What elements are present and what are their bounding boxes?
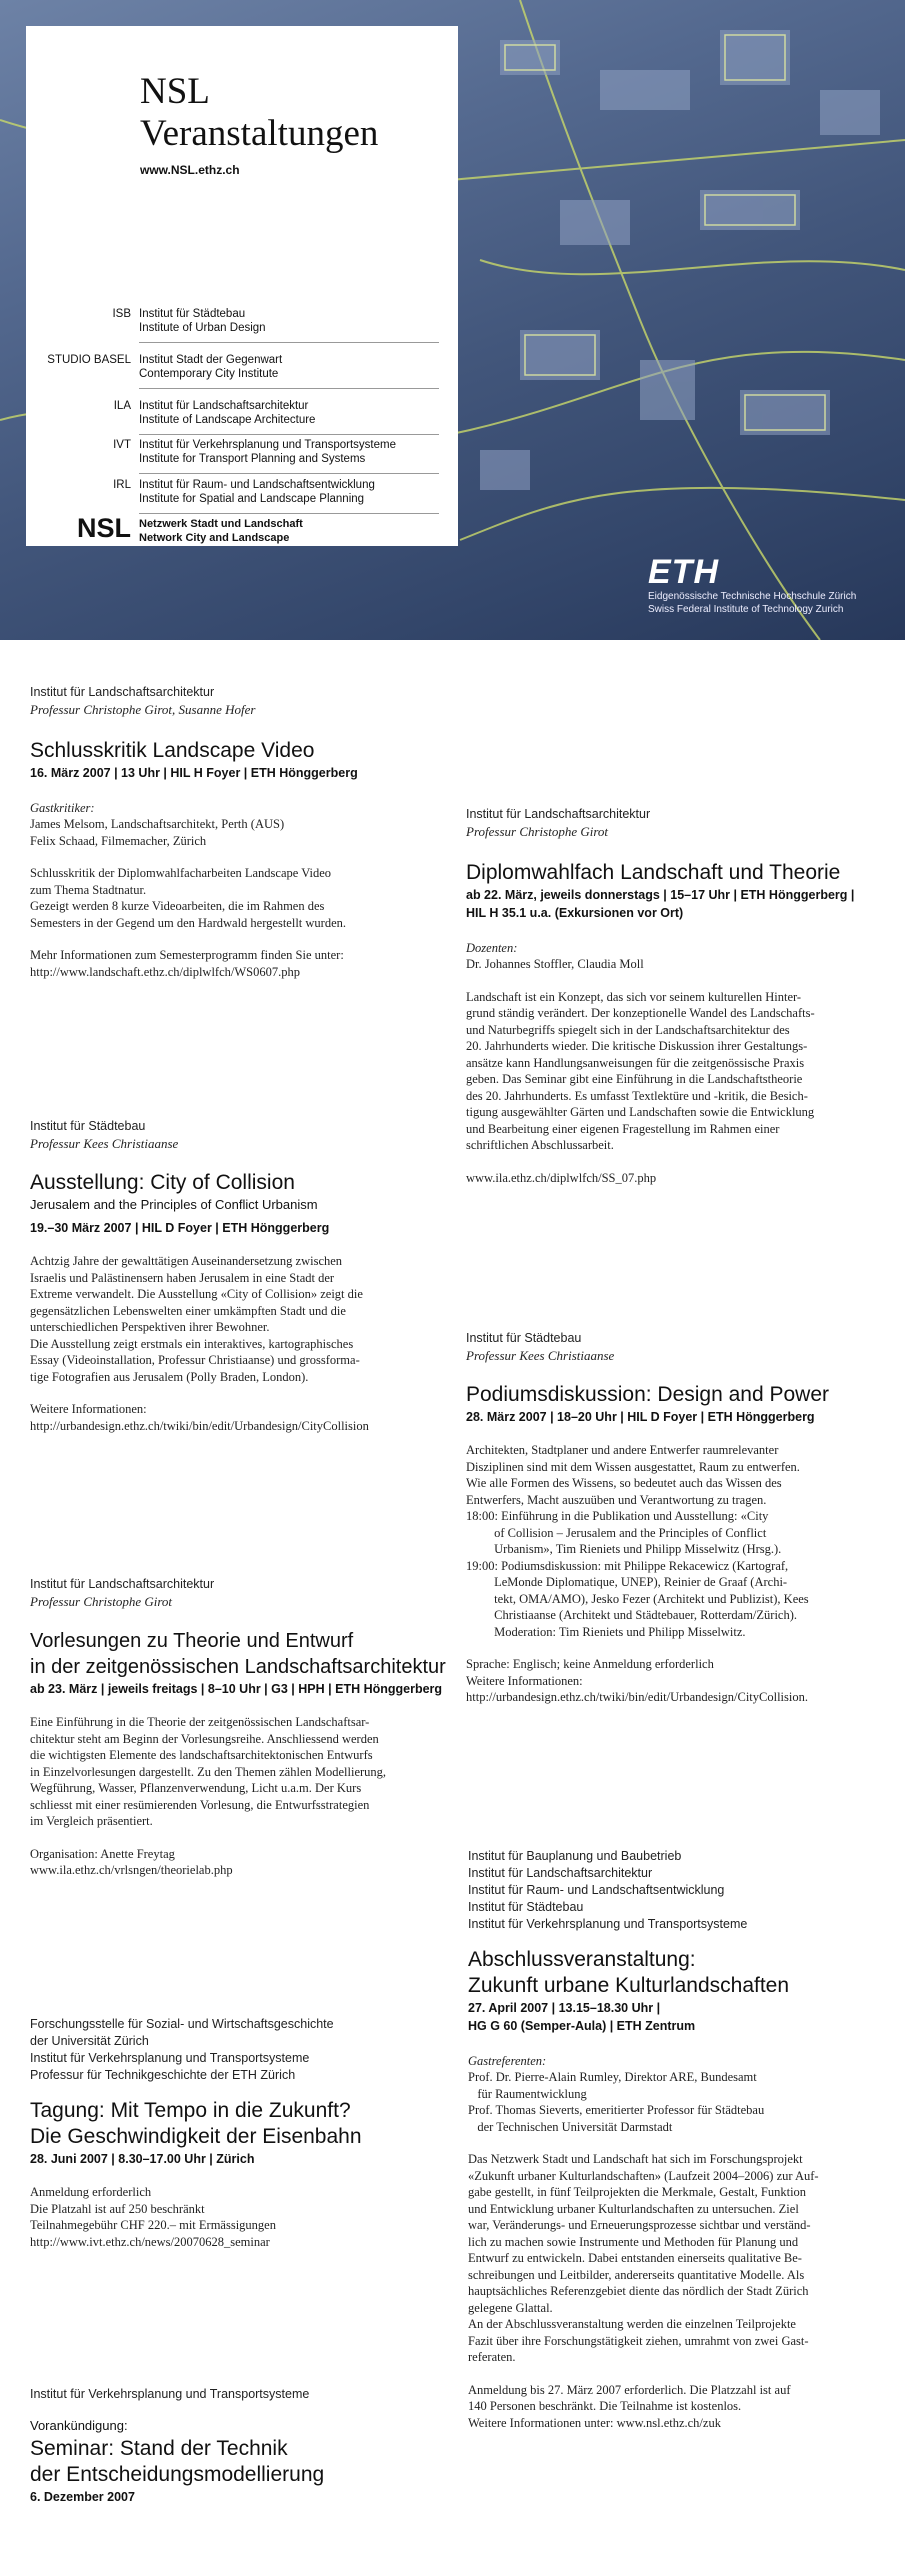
event-institute: Institut für Landschaftsarchitektur xyxy=(30,685,215,699)
event-title: Ausstellung: City of Collision xyxy=(30,1171,295,1194)
event-more-info[interactable]: Mehr Informationen zum Semesterprogramm finden Sie unter: http://www.landschaft.ethz.ch/diplwlfch/WS0607.php xyxy=(30,948,344,979)
event-people: Dr. Johannes Stoffler, Claudia Moll xyxy=(466,957,644,971)
event-institute: Institut für Verkehrsplanung und Transportsysteme xyxy=(30,2387,310,2401)
divider xyxy=(139,342,439,343)
divider xyxy=(139,473,439,474)
institute-name-en: Institute for Spatial and Landscape Planning xyxy=(139,493,365,505)
event-institute: Institut für Landschaftsarchitektur xyxy=(466,807,651,821)
institute-code: IVT xyxy=(113,439,131,451)
event-institute: Institut für Städtebau xyxy=(466,1331,582,1345)
event-more-info[interactable]: Sprache: Englisch; keine Anmeldung erforderlich Weitere Informationen: http://urbandesign.ethz.ch/twiki/bin/edit/Urbandesign/CityCollision. xyxy=(466,1657,808,1704)
event-professor: Professur Christophe Girot, Susanne Hofer xyxy=(30,702,256,717)
institute-name-en: Institute of Landscape Architecture xyxy=(139,414,316,426)
event-title: Seminar: Stand der Technik der Entscheidungsmodellierung xyxy=(30,2437,325,2486)
event-institute: Institut für Landschaftsarchitektur xyxy=(30,1577,215,1591)
institute-name-de: Institut Stadt der Gegenwart xyxy=(139,354,283,366)
title-line-1: NSL xyxy=(140,71,210,112)
event-body: Schlusskritik der Diplomwahlfacharbeiten Landscape Video zum Thema Stadtnatur. Gezeigt werden 8 kurze Videoarbeiten, die im Rahmen des Semesters in der Gegend um den Hardwald hergestellt wurden. xyxy=(30,866,346,930)
event-institute: Forschungsstelle für Sozial- und Wirtschaftsgeschichte der Universität Zürich Institut für Verkehrsplanung und Transportsysteme Professur für Technikgeschichte der ETH Zürich xyxy=(30,2017,334,2082)
event-body: Eine Einführung in die Theorie der zeitgenössischen Landschaftsar- chitektur steht am Beginn der Vorlesungsreihe. Anschliessend werden die wichtigsten Elemente des landschaftsarchitektonischen Entwurfs in Einzelvorlesungen dargestellt. Zu den Themen zählen Modellierung, Wegführung, Wasser, Pflanzenverwendung, Licht u.a.m. Der Kurs schliesst mit einer resümierenden Vorlesung, die Entwurfsstrategien im Vergleich präsentiert. xyxy=(30,1715,387,1828)
event-professor: Professur Christophe Girot xyxy=(466,824,609,839)
institute-name-en: Institute of Urban Design xyxy=(139,322,266,334)
institute-code: IRL xyxy=(113,479,131,491)
event-meta: 16. März 2007 | 13 Uhr | HIL H Foyer | ETH Hönggerberg xyxy=(30,766,358,780)
eth-line-en: Swiss Federal Institute of Technology Zurich xyxy=(648,604,844,615)
event-vorlesungen xyxy=(30,1576,470,1879)
event-meta: ab 22. März, jeweils donnerstags | 15–17 Uhr | ETH Hönggerberg | HIL H 35.1 u.a. (Exkursionen vor Ort) xyxy=(466,888,855,920)
event-landscape-video xyxy=(30,684,460,980)
event-title: Podiumsdiskussion: Design and Power xyxy=(466,1383,830,1406)
divider xyxy=(139,388,439,389)
title-line-2: Veranstaltungen xyxy=(140,113,379,154)
divider xyxy=(139,434,439,435)
event-title: Diplomwahlfach Landschaft und Theorie xyxy=(466,861,841,884)
institute-name-de: Netzwerk Stadt und Landschaft xyxy=(139,518,303,530)
institute-name-en: Contemporary City Institute xyxy=(139,368,279,380)
event-diplomwahlfach xyxy=(466,806,891,1186)
institute-code: ILA xyxy=(113,400,131,412)
event-title: Abschlussveranstaltung: Zukunft urbane Kulturlandschaften xyxy=(468,1948,790,1997)
event-meta: 28. März 2007 | 18–20 Uhr | HIL D Foyer | ETH Hönggerberg xyxy=(466,1410,815,1424)
institute-name-de: Institut für Raum- und Landschaftsentwicklung xyxy=(139,479,375,491)
event-professor: Professur Kees Christiaanse xyxy=(466,1348,615,1363)
institute-code: STUDIO BASEL xyxy=(47,354,131,366)
institute-name-de: Institut für Städtebau xyxy=(139,308,246,320)
title-box xyxy=(27,27,457,545)
event-meta: 27. April 2007 | 13.15–18.30 Uhr | HG G 60 (Semper-Aula) | ETH Zentrum xyxy=(468,2001,696,2033)
event-seminar-entscheidung xyxy=(30,2386,470,2506)
event-label: Gastreferenten: xyxy=(468,2054,547,2068)
eth-line-de: Eidgenössische Technische Hochschule Zürich xyxy=(648,591,857,602)
event-title: Tagung: Mit Tempo in die Zukunft? Die Geschwindigkeit der Eisenbahn xyxy=(30,2099,362,2148)
event-body: Anmeldung erforderlich Die Platzahl ist auf 250 beschränkt Teilnahmegebühr CHF 220.– mit Ermässigungen http://www.ivt.ethz.ch/news/20070628_seminar xyxy=(30,2185,276,2249)
event-tagung-eisenbahn xyxy=(30,2016,470,2250)
event-meta: 28. Juni 2007 | 8.30–17.00 Uhr | Zürich xyxy=(30,2152,255,2166)
event-title: Schlusskritik Landscape Video xyxy=(30,739,315,762)
event-city-of-collision xyxy=(30,1118,470,1434)
page-title xyxy=(140,71,378,155)
event-professor: Professur Kees Christiaanse xyxy=(30,1136,179,1151)
institute-name-de: Institut für Verkehrsplanung und Transportsysteme xyxy=(139,439,396,451)
nsl-logo: NSL xyxy=(77,513,131,543)
event-professor: Professur Christophe Girot xyxy=(30,1594,173,1609)
event-more-info[interactable]: Organisation: Anette Freytag www.ila.ethz.ch/vrlsngen/theorielab.php xyxy=(30,1846,233,1877)
institute-name-en: Network City and Landscape xyxy=(139,532,290,544)
event-people: Prof. Dr. Pierre-Alain Rumley, Direktor ARE, Bundesamt für Raumentwicklung Prof. Thomas Sieverts, emeritierter Professor für Städtebau der Technischen Universität Darmstadt xyxy=(468,2070,765,2134)
aerial-photo-header xyxy=(0,0,905,640)
event-label: Gastkritiker: xyxy=(30,801,95,815)
institute-name-de: Institut für Landschaftsarchitektur xyxy=(139,400,309,412)
event-people: James Melsom, Landschaftsarchitekt, Perth (AUS) Felix Schaad, Filmemacher, Zürich xyxy=(30,817,285,848)
eth-logo: ETH xyxy=(648,553,719,591)
event-institute: Institut für Städtebau xyxy=(30,1119,146,1133)
event-body: Das Netzwerk Stadt und Landschaft hat sich im Forschungsprojekt «Zukunft urbaner Kulturlandschaften» (Laufzeit 2004–2006) zur Auf- gabe gestellt, in fünf Teilprojekten die Merkmale, Gestalt, Funktion und Entwicklung urbaner Kulturlandschaften zu untersuchen. Ziel war, Veränderungs- und Erneuerungsprozesse sichtbar und verständ- lich zu machen sowie Instrumente und Methoden für Planung und Entwurf zu entwickeln. Dabei entstanden einerseits qualitative Be- schreibungen und Leitbilder, andererseits quantitative Modelle. Als hauptsächliches Referenzgebiet diente das nördlich der Stadt Zürich gelegene Glattal. An der Abschlussveranstaltung werden die einzelnen Teilprojekte Fazit über ihre Forschungstätigkeit ziehen, umrahmt von zwei Gast- referaten. xyxy=(468,2152,819,2364)
event-design-and-power xyxy=(466,1330,896,1706)
institute-name-en: Institute for Transport Planning and Systems xyxy=(139,453,366,465)
event-institute: Institut für Bauplanung und Baubetrieb Institut für Landschaftsarchitektur Institut für Raum- und Landschaftsentwicklung Institut für Städtebau Institut für Verkehrsplanung und Transportsysteme xyxy=(468,1849,748,1931)
event-label: Dozenten: xyxy=(466,941,518,955)
event-meta: 6. Dezember 2007 xyxy=(30,2490,135,2504)
event-more-info[interactable]: Weitere Informationen: http://urbandesign.ethz.ch/twiki/bin/edit/Urbandesign/CityCollision xyxy=(30,1402,369,1433)
event-more-info[interactable]: Anmeldung bis 27. März 2007 erforderlich. Die Platzzahl ist auf 140 Personen beschränkt. Die Teilnahme ist kostenlos. Weitere Informationen unter: www.nsl.ethz.ch/zuk xyxy=(468,2382,791,2430)
event-meta: 19.–30 März 2007 | HIL D Foyer | ETH Hönggerberg xyxy=(30,1221,330,1235)
event-preannouncement: Vorankündigung: xyxy=(30,2418,128,2433)
divider xyxy=(139,513,439,514)
website-link[interactable]: www.NSL.ethz.ch xyxy=(140,163,240,177)
event-abschlussveranstaltung xyxy=(468,1848,898,2431)
event-meta: ab 23. März | jeweils freitags | 8–10 Uhr | G3 | HPH | ETH Hönggerberg xyxy=(30,1682,443,1696)
event-more-info[interactable]: www.ila.ethz.ch/diplwlfch/SS_07.php xyxy=(466,1170,657,1185)
event-body: Landschaft ist ein Konzept, das sich vor seinem kulturellen Hinter- grund ständig verändert. Der konzeptionelle Wandel des Landschafts- und Naturbegriffs spiegelt sich in der Landschaftsarchitektur des 20. Jahrhunderts wieder. Die kritische Diskussion ihrer Gestaltungs- ansätze kann Handlungsanweisungen für die zeitgenössische Praxis geben. Das Seminar gibt eine Einführung in die Landschaftstheorie des 20. Jahrhunderts. Es umfasst Textlektüre und -kritik, die Besich- tigung ausgewählter Gärten und Landschaften sowie die Entwicklung und Bearbeitung einer eigenen Fragestellung im Rahmen einer schriftlichen Abschlussarbeit. xyxy=(466,989,815,1152)
event-title: Vorlesungen zu Theorie und Entwurf in der zeitgenössischen Landschaftsarchitektur xyxy=(30,1630,446,1678)
event-subtitle: Jerusalem and the Principles of Conflict Urbanism xyxy=(30,1197,318,1212)
eth-subtitle xyxy=(648,590,856,616)
event-body: Architekten, Stadtplaner und andere Entwerfer raumrelevanter Disziplinen sind mit dem Wissen ausgestattet, Raum zu entwerfen. Wie alle Formen des Wissens, so bedeutet auch das Wissen des Entwerfers, Macht auszuüben und Verantwortung zu tragen. 18:00: Einführung in die Publikation und Ausstellung: «City of Collision – Jerusalem and the Principles of Conflict Urbanism», Tim Rieniets und Philipp Misselwitz (Hrsg.). 19:00: Podiumsdiskussion: mit Philippe Rekacewicz (Kartograf, LeMonde Diplomatique, UNEP), Reinier de Graaf (Archi- tekt, OMA/AMO), Jesko Fezer (Architekt und Publizist), Kees Christiaanse (Architekt und Städtebauer, Rotterdam/Zürich). Moderation: Tim Rieniets und Philipp Misselwitz. xyxy=(466,1443,809,1639)
event-body: Achtzig Jahre der gewalttätigen Auseinandersetzung zwischen Israelis und Palästinensern haben Jerusalem in eine Stadt der Extreme verwandelt. Die Ausstellung «City of Collision» zeigt die gegensätzlichen Lebenswelten einer umkämpften Stadt und die unterschiedlichen Perspektiven ihrer Bewohner. Die Ausstellung zeigt erstmals ein interaktives, kartographisches Essay (Videoinstallation, Professur Christiaanse) und grossforma- tige Fotografien aus Jerusalem (Polly Braden, London). xyxy=(30,1254,363,1384)
institute-code: ISB xyxy=(112,308,131,320)
